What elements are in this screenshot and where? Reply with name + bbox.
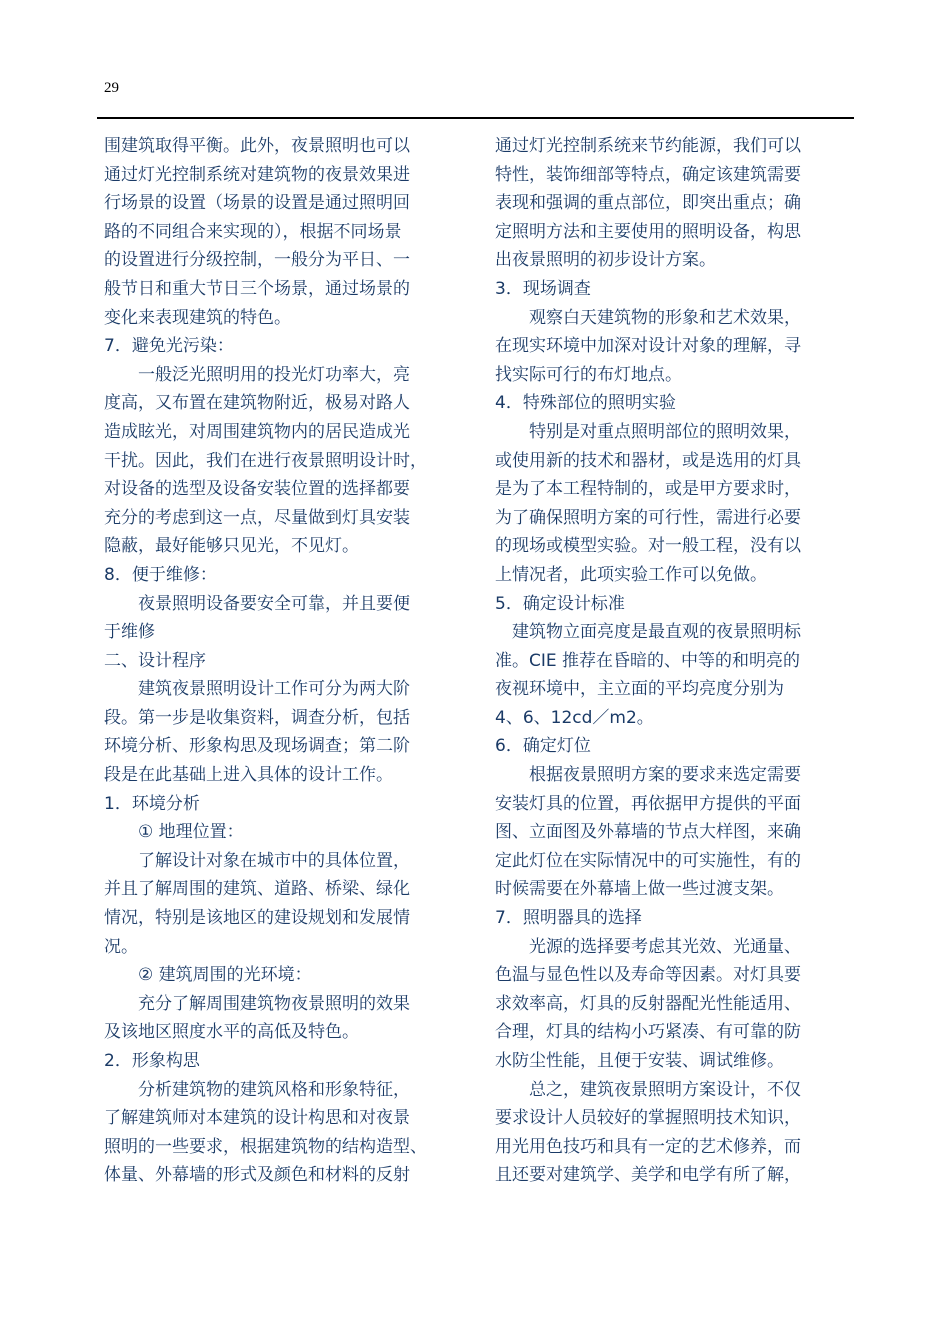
text-line: 上情况者，此项实验工作可以免做。 [495, 564, 767, 585]
text-line: 6．确定灯位 [495, 736, 591, 757]
text-line: 7．避免光污染： [104, 336, 234, 357]
text-line: 造成眩光，对周围建筑物内的居民造成光 [104, 421, 410, 442]
text-line: 1．环境分析 [104, 793, 200, 814]
text-line: 4．特殊部位的照明实验 [495, 393, 676, 414]
text-line: 特别是对重点照明部位的照明效果， [495, 421, 801, 442]
text-line: 定照明方法和主要使用的照明设备，构思 [495, 221, 801, 242]
text-line: 建筑物立面亮度是最直观的夜景照明标 [495, 622, 801, 643]
text-line: 4、6、12cd／m2。 [495, 707, 654, 728]
text-line: 行场景的设置（场景的设置是通过照明回 [104, 193, 410, 214]
right-column [495, 132, 867, 1190]
text-line: 2．形象构思 [104, 1051, 200, 1071]
text-line: 情况，特别是该地区的建设规划和发展情 [104, 908, 410, 929]
text-line: 表现和强调的重点部位，即突出重点；确 [495, 193, 801, 214]
text-line: 并且了解周围的建筑、道路、桥梁、绿化 [104, 879, 410, 900]
text-line: 了解设计对象在城市中的具体位置， [104, 850, 410, 871]
text-line: 一般泛光照明用的投光灯功率大，亮 [104, 364, 410, 385]
text-line: 二、设计程序 [104, 650, 206, 671]
text-line: 要求设计人员较好的掌握照明技术知识， [495, 1108, 801, 1129]
page-number: 29 [104, 80, 119, 96]
text-line: 的现场或模型实验。对一般工程，没有以 [495, 536, 801, 557]
text-line: 通过灯光控制系统对建筑物的夜景效果进 [104, 164, 410, 185]
text-line: 是为了本工程特制的，或是甲方要求时， [495, 479, 801, 500]
text-line: 充分的考虑到这一点，尽量做到灯具安装 [104, 507, 410, 528]
text-line: 干扰。因此，我们在进行夜景照明设计时， [104, 450, 427, 471]
text-line: 安装灯具的位置，再依据甲方提供的平面 [495, 793, 801, 814]
text-line: 准。CIE 推荐在昏暗的、中等的和明亮的 [495, 650, 801, 671]
text-line: 照明的一些要求，根据建筑物的结构造型、 [104, 1136, 427, 1157]
text-line: 变化来表现建筑的特色。 [104, 307, 291, 328]
text-line: 合理，灯具的结构小巧紧凑、有可靠的防 [495, 1022, 801, 1043]
text-line: 8．便于维修： [104, 564, 217, 585]
header-rule [97, 117, 854, 119]
text-line: 7．照明器具的选择 [495, 908, 642, 929]
text-line: 找实际可行的布灯地点。 [495, 364, 682, 385]
text-line: 环境分析、形象构思及现场调查；第二阶 [104, 736, 410, 757]
text-line: 般节日和重大节日三个场景，通过场景的 [104, 278, 410, 299]
text-line: 5．确定设计标准 [495, 593, 625, 614]
text-line: 充分了解周围建筑物夜景照明的效果 [104, 993, 410, 1014]
text-line: 色温与显色性以及寿命等因素。对灯具要 [495, 965, 801, 986]
text-line: 为了确保照明方案的可行性，需进行必要 [495, 507, 801, 528]
text-line: 用光用色技巧和具有一定的艺术修养，而 [495, 1136, 801, 1157]
text-line: 围建筑取得平衡。此外，夜景照明也可以 [104, 136, 410, 156]
text-line: 图、立面图及外幕墙的节点大样图，来确 [495, 822, 801, 843]
text-line: 分析建筑物的建筑风格和形象特征， [104, 1079, 410, 1100]
text-line: 观察白天建筑物的形象和艺术效果， [495, 307, 801, 328]
text-line: 夜视环境中，主立面的平均亮度分别为 [495, 679, 784, 700]
text-line: ② 建筑周围的光环境： [104, 965, 312, 986]
text-line: 况。 [104, 936, 138, 957]
text-line: 于维修 [104, 622, 155, 643]
text-line: 水防尘性能，且便于安装、调试维修。 [495, 1051, 784, 1071]
text-line: 建筑夜景照明设计工作可分为两大阶 [104, 679, 410, 700]
text-line: 出夜景照明的初步设计方案。 [495, 250, 716, 271]
text-line: 隐蔽，最好能够只见光，不见灯。 [104, 536, 359, 557]
text-line: 体量、外幕墙的形式及颜色和材料的反射 [104, 1165, 410, 1186]
text-line: 的设置进行分级控制，一般分为平日、一 [104, 250, 410, 271]
text-line: 特性，装饰细部等特点，确定该建筑需要 [495, 164, 801, 185]
text-line: 在现实环境中加深对设计对象的理解，寻 [495, 336, 801, 357]
text-line: 了解建筑师对本建筑的设计构思和对夜景 [104, 1108, 410, 1129]
text-line: 根据夜景照明方案的要求来选定需要 [495, 765, 801, 786]
text-line: 光源的选择要考虑其光效、光通量、 [495, 936, 801, 957]
text-line: 度高，又布置在建筑物附近，极易对路人 [104, 393, 410, 414]
text-line: 夜景照明设备要安全可靠，并且要便 [104, 593, 410, 614]
text-line: 定此灯位在实际情况中的可实施性，有的 [495, 850, 801, 871]
text-line: 或使用新的技术和器材，或是选用的灯具 [495, 450, 801, 471]
text-line: 对设备的选型及设备安装位置的选择都要 [104, 479, 410, 500]
text-line: ① 地理位置： [104, 822, 244, 843]
text-line: 求效率高，灯具的反射器配光性能适用、 [495, 993, 801, 1014]
text-line: 总之，建筑夜景照明方案设计，不仅 [495, 1079, 801, 1100]
text-line: 时候需要在外幕墙上做一些过渡支架。 [495, 879, 784, 900]
left-column [104, 132, 476, 1190]
text-line: 3．现场调查 [495, 278, 591, 299]
text-line: 段。第一步是收集资料，调查分析，包括 [104, 707, 410, 728]
text-line: 及该地区照度水平的高低及特色。 [104, 1022, 359, 1043]
text-line: 通过灯光控制系统来节约能源，我们可以 [495, 136, 801, 156]
text-line: 段是在此基础上进入具体的设计工作。 [104, 765, 393, 786]
text-line: 且还要对建筑学、美学和电学有所了解， [495, 1165, 801, 1186]
text-line: 路的不同组合来实现的），根据不同场景 [104, 221, 402, 242]
